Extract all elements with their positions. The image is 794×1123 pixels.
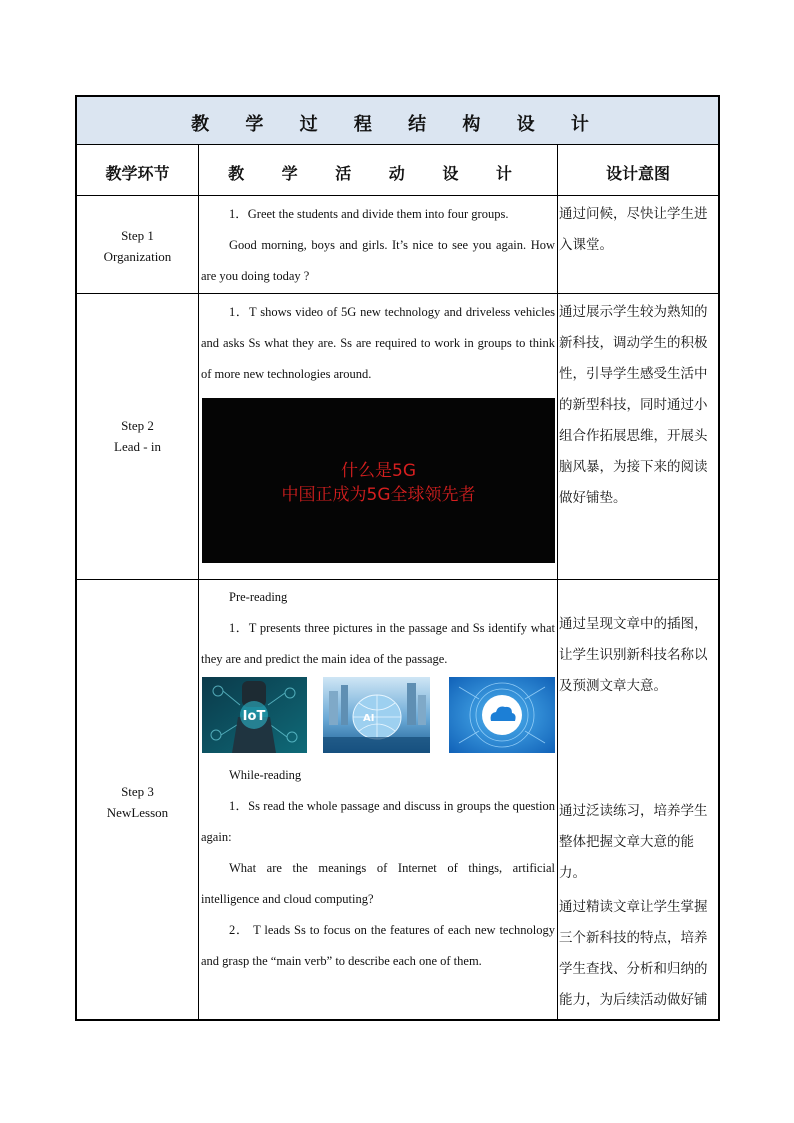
header-step: 教学环节 [105, 164, 170, 183]
iot-image [202, 677, 307, 753]
video-caption-2: 中国正成为5G全球领先者 [281, 485, 476, 505]
table-title: 教 学 过 程 结 构 设 计 [191, 114, 604, 135]
step2-label [77, 415, 198, 457]
step1-activity-2: Good morning, boys and girls. It’s nice to see you again. How are you doing today ? [201, 238, 555, 283]
video-thumbnail[interactable] [202, 398, 555, 563]
while-reading-1: 1．Ss read the whole passage and discuss in groups the question again: [201, 799, 555, 844]
while-reading-2: 2． T leads Ss to focus on the features of each new technology and grasp the “main verb” to describe each one of them. [201, 923, 555, 968]
pre-reading-label: Pre-reading [229, 590, 288, 604]
ai-image-label: AI [363, 713, 375, 724]
while-reading-label: While-reading [229, 768, 302, 782]
step1-label [77, 225, 198, 267]
step3-intent-3: 通过精读文章让学生掌握三个新科技的特点，培养学生查找、分析和归纳的能力，为后续活动做好铺 [559, 899, 708, 1008]
header-activity: 教 学 活 动 设 计 [228, 164, 528, 183]
step3-intent-2: 通过泛读练习，培养学生整体把握文章大意的能力。 [559, 803, 708, 881]
table-row-step2 [77, 294, 718, 580]
step1-number: Step 1 [121, 228, 154, 243]
pre-reading-text: 1．T presents three pictures in the passage and Ss identify what they are and predict the main idea of the passage. [201, 621, 555, 666]
step3-number: Step 3 [121, 784, 154, 799]
header-intent: 设计意图 [605, 164, 670, 183]
table-row-step1 [77, 196, 718, 294]
step3-name: NewLesson [106, 805, 169, 820]
table-row-step3 [77, 580, 718, 1021]
video-caption-1: 什么是5G [341, 461, 416, 481]
lesson-design-table [75, 95, 720, 1021]
step1-name: Organization [103, 249, 172, 264]
ai-image [323, 677, 430, 753]
step2-intent: 通过展示学生较为熟知的新科技，调动学生的积极性，引导学生感受生活中的新型科技，同时通过小组合作拓展思维，开展头脑风暴，为接下来的阅读做好铺垫。 [559, 304, 708, 506]
while-reading-question: What are the meanings of Internet of things, artificial intelligence and cloud computing? [201, 861, 555, 906]
table-title-row [77, 97, 718, 145]
step3-label [77, 781, 198, 823]
cloud-image [449, 677, 555, 753]
step3-intent-1: 通过呈现文章中的插图，让学生识别新科技名称以及预测文章大意。 [559, 616, 708, 694]
step2-activity-1: 1．T shows video of 5G new technology and driveless vehicles and asks Ss what they are. Ss are required to work in groups to think of more new technologies around. [201, 305, 555, 381]
step2-number: Step 2 [121, 418, 154, 433]
table-header-row [77, 145, 718, 196]
iot-image-label: IoT [242, 709, 266, 724]
step2-name: Lead - in [114, 439, 161, 454]
step1-intent: 通过问候，尽快让学生进入课堂。 [559, 206, 708, 253]
step1-activity-1: 1．Greet the students and divide them into four groups. [229, 207, 509, 221]
